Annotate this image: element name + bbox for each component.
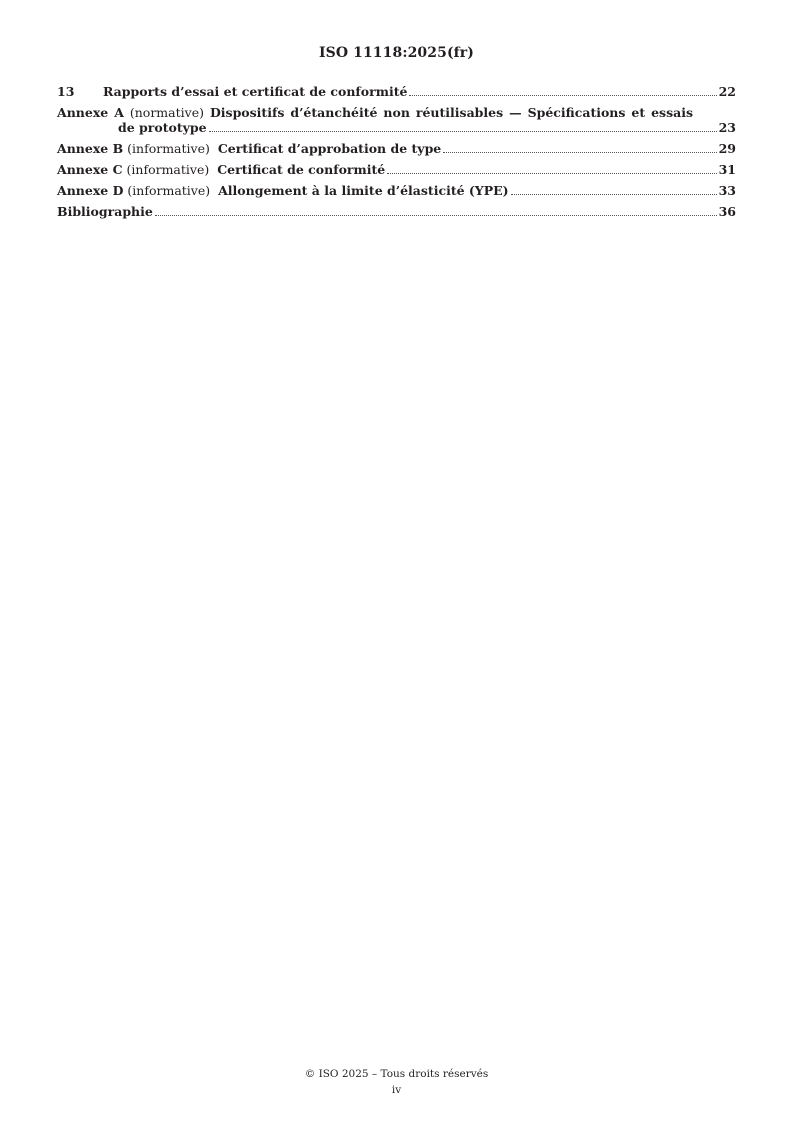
toc-entry-first-line: [57, 105, 693, 120]
annex-type: (normative): [129, 105, 204, 120]
leader-dots: [511, 193, 717, 195]
toc-entry-13[interactable]: [57, 84, 736, 99]
leader-dots: [387, 172, 716, 174]
toc-entry-title: Rapports d’essai et certificat de conformité: [103, 84, 408, 99]
toc-entry-annex-c[interactable]: [57, 162, 736, 177]
toc-entry-title: Bibliographie: [57, 204, 153, 219]
annex-label: Annexe D: [57, 183, 124, 198]
leader-dots: [409, 94, 716, 96]
toc-entry-annex-b[interactable]: [57, 141, 736, 156]
toc-entry-annex-a[interactable]: [57, 105, 736, 135]
annex-label: Annexe A: [57, 105, 124, 120]
toc-entry-title: Dispositifs d’étanchéité non réutilisables — Spécifications et essais: [209, 105, 693, 120]
toc-entry-page: 22: [718, 84, 736, 99]
copyright-notice: © ISO 2025 – Tous droits réservés: [304, 1068, 489, 1080]
toc-entry-title: Certificat d’approbation de type: [217, 141, 442, 156]
annex-label: Annexe C: [57, 162, 123, 177]
annex-type: (informative): [127, 141, 210, 156]
document-id: ISO 11118:2025(fr): [318, 45, 474, 61]
page-footer: [0, 1066, 793, 1098]
toc-entry-bibliography[interactable]: [57, 204, 736, 219]
toc-entry-title: Allongement à la limite d’élasticité (YPE): [218, 183, 509, 198]
toc-entry-annex-d[interactable]: [57, 183, 736, 198]
table-of-contents: [57, 84, 736, 225]
page-number: iv: [391, 1084, 402, 1096]
toc-entry-title-continued: de prototype: [118, 120, 207, 135]
toc-entry-page: 29: [718, 141, 736, 156]
leader-dots: [443, 151, 716, 153]
document-header: [0, 45, 793, 61]
toc-entry-page: 33: [718, 183, 736, 198]
annex-type: (informative): [126, 162, 210, 177]
toc-entry-page: 31: [718, 162, 736, 177]
toc-entry-title: Certificat de conformité: [217, 162, 386, 177]
leader-dots: [209, 130, 717, 132]
toc-entry-page: 23: [718, 120, 736, 135]
toc-entry-number: 13: [57, 84, 75, 99]
toc-entry-page: 36: [718, 204, 736, 219]
toc-entry-second-line: [57, 120, 736, 135]
annex-label: Annexe B: [57, 141, 124, 156]
annex-type: (informative): [127, 183, 211, 198]
leader-dots: [155, 214, 717, 216]
